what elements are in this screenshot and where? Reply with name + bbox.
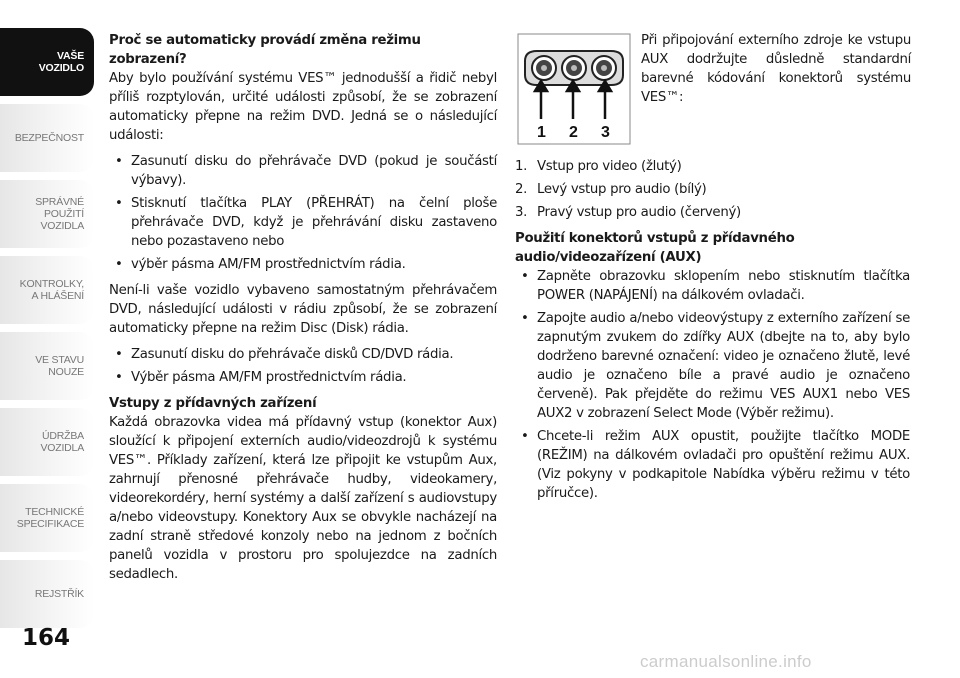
- tab-spravne-pouziti-vozidla[interactable]: [0, 180, 94, 248]
- tab-label-line: REJSTŘÍK: [34, 588, 84, 600]
- section-heading: Proč se automaticky provádí změna režimu zobrazení?: [109, 33, 421, 67]
- left-column: [109, 31, 497, 591]
- paragraph: Každá obrazovka videa má přídavný vstup (konektor Aux) sloužící k připojení externích audio/videozdrojů k systému VES™. Příklady zařízení, která lze připojit ke vstupům Aux, zahrnují přenosné přehrávače hudby, videokamery, videorekordéry, herní systémy a další zařízení s audiovstupy a/nebo videovstupy. Konektory Aux se obvykle nacházejí na zadní straně středové konzoly nebo na jednom z bočních panelů vozidla v prostoru pro spolujezdce na zadních sedadlech.: [109, 415, 497, 582]
- numbered-list: [515, 157, 910, 222]
- section-heading: Vstupy z přídavných zařízení: [109, 396, 317, 411]
- page-number: 164: [22, 625, 71, 651]
- bullet-list: [515, 267, 910, 503]
- aux-connector-figure: [517, 33, 631, 145]
- tab-label-line: VOZIDLA: [40, 220, 84, 232]
- tab-label-line: POUŽITÍ: [43, 208, 84, 220]
- list-item: [515, 180, 910, 199]
- list-text: Vstup pro video (žlutý): [537, 159, 682, 174]
- tab-rejstrik[interactable]: [0, 560, 94, 628]
- tab-label-line: VOZIDLA: [40, 442, 84, 454]
- figure-intro-text: Při připojování externího zdroje ke vstupu AUX dodržujte důsledně standardní barevné kódování konektorů systému VES™:: [641, 33, 911, 105]
- aux-connector-diagram: [517, 33, 631, 145]
- tab-vase-vozidlo[interactable]: [0, 28, 94, 96]
- tab-label-line: SPRÁVNÉ: [35, 196, 84, 208]
- list-item: • Zasunutí disku do přehrávače DVD (pokud je součástí výbavy).: [109, 152, 497, 190]
- tab-label-line: BEZPEČNOST: [14, 132, 84, 144]
- paragraph: Aby bylo používání systému VES™ jednodušší a řidič nebyl příliš rozptylován, určité události způsobí, že se zobrazení automaticky přepne na režim DVD. Jedná se o následující události:: [109, 71, 497, 143]
- list-text: Levý vstup pro audio (bílý): [537, 182, 707, 197]
- list-item: • Chcete-li režim AUX opustit, použijte tlačítko MODE (REŽIM) na dálkovém ovladači pro opuštění režimu AUX. (Viz pokyny v podkapitole Nabídka výběru režimu v této příručce).: [515, 427, 910, 503]
- jack-1-icon: [532, 56, 556, 80]
- list-item: • výběr pásma AM/FM prostřednictvím rádia.: [109, 255, 497, 274]
- figure-label-2: 2: [569, 124, 578, 141]
- list-text: Pravý vstup pro audio (červený): [537, 205, 741, 220]
- list-item: [515, 203, 910, 222]
- tab-label-line: VOZIDLO: [38, 62, 84, 74]
- list-item: • Výběr pásma AM/FM prostřednictvím rádia.: [109, 368, 497, 387]
- list-item: • Stisknutí tlačítka PLAY (PŘEHRÁT) na čelní ploše přehrávače DVD, když je přehrávání disku zastaveno nebo pozastaveno nebo: [109, 194, 497, 251]
- list-item: • Zasunutí disku do přehrávače disků CD/DVD rádia.: [109, 345, 497, 364]
- tab-technicke-specifikace[interactable]: [0, 484, 94, 552]
- tab-kontrolky-a-hlaseni[interactable]: [0, 256, 94, 324]
- tab-label-line: A HLÁŠENÍ: [31, 290, 84, 302]
- tab-label-line: TECHNICKÉ: [25, 506, 84, 518]
- list-item: [515, 157, 910, 176]
- tab-label-line: ÚDRŽBA: [42, 430, 84, 442]
- jack-2-icon: [562, 56, 586, 80]
- jack-3-icon: [592, 56, 616, 80]
- tab-bezpecnost[interactable]: [0, 104, 94, 172]
- figure-label-3: 3: [601, 124, 610, 141]
- figure-label-1: 1: [537, 124, 546, 141]
- tab-label-line: KONTROLKY,: [19, 278, 84, 290]
- tab-label-line: VE STAVU: [35, 354, 84, 366]
- right-column: [515, 157, 910, 510]
- section-heading: Použití konektorů vstupů z přídavného audio/videozařízení (AUX): [515, 231, 795, 265]
- list-item: • Zapněte obrazovku sklopením nebo stisknutím tlačítka POWER (NAPÁJENÍ) na dálkovém ovladači.: [515, 267, 910, 305]
- tab-udrzba-vozidla[interactable]: [0, 408, 94, 476]
- paragraph: Není-li vaše vozidlo vybaveno samostatným přehrávačem DVD, následující události v rádiu způsobí, že se zobrazení automaticky přepne na režim Disc (Disk) rádia.: [109, 283, 497, 336]
- list-item: • Zapojte audio a/nebo videovýstupy z externího zařízení se zapnutým zvukem do zdířky AUX (dbejte na to, aby bylo dodrženo barevné označení: video je označeno žlutě, levé audio je označeno bíle a pravé audio je označeno červeně). Pak přejděte do režimu VES AUX1 nebo VES AUX2 v zobrazení Select Mode (Výběr režimu).: [515, 309, 910, 423]
- list-number: 2.: [515, 182, 528, 197]
- tab-label-line: VAŠE: [56, 50, 84, 62]
- watermark: carmanualsonline.info: [640, 652, 812, 671]
- list-number: 1.: [515, 159, 528, 174]
- tab-ve-stavu-nouze[interactable]: [0, 332, 94, 400]
- bullet-list: [109, 345, 497, 387]
- bullet-list: [109, 152, 497, 274]
- tab-label-line: SPECIFIKACE: [16, 518, 84, 530]
- tab-label-line: NOUZE: [48, 366, 84, 378]
- list-number: 3.: [515, 205, 528, 220]
